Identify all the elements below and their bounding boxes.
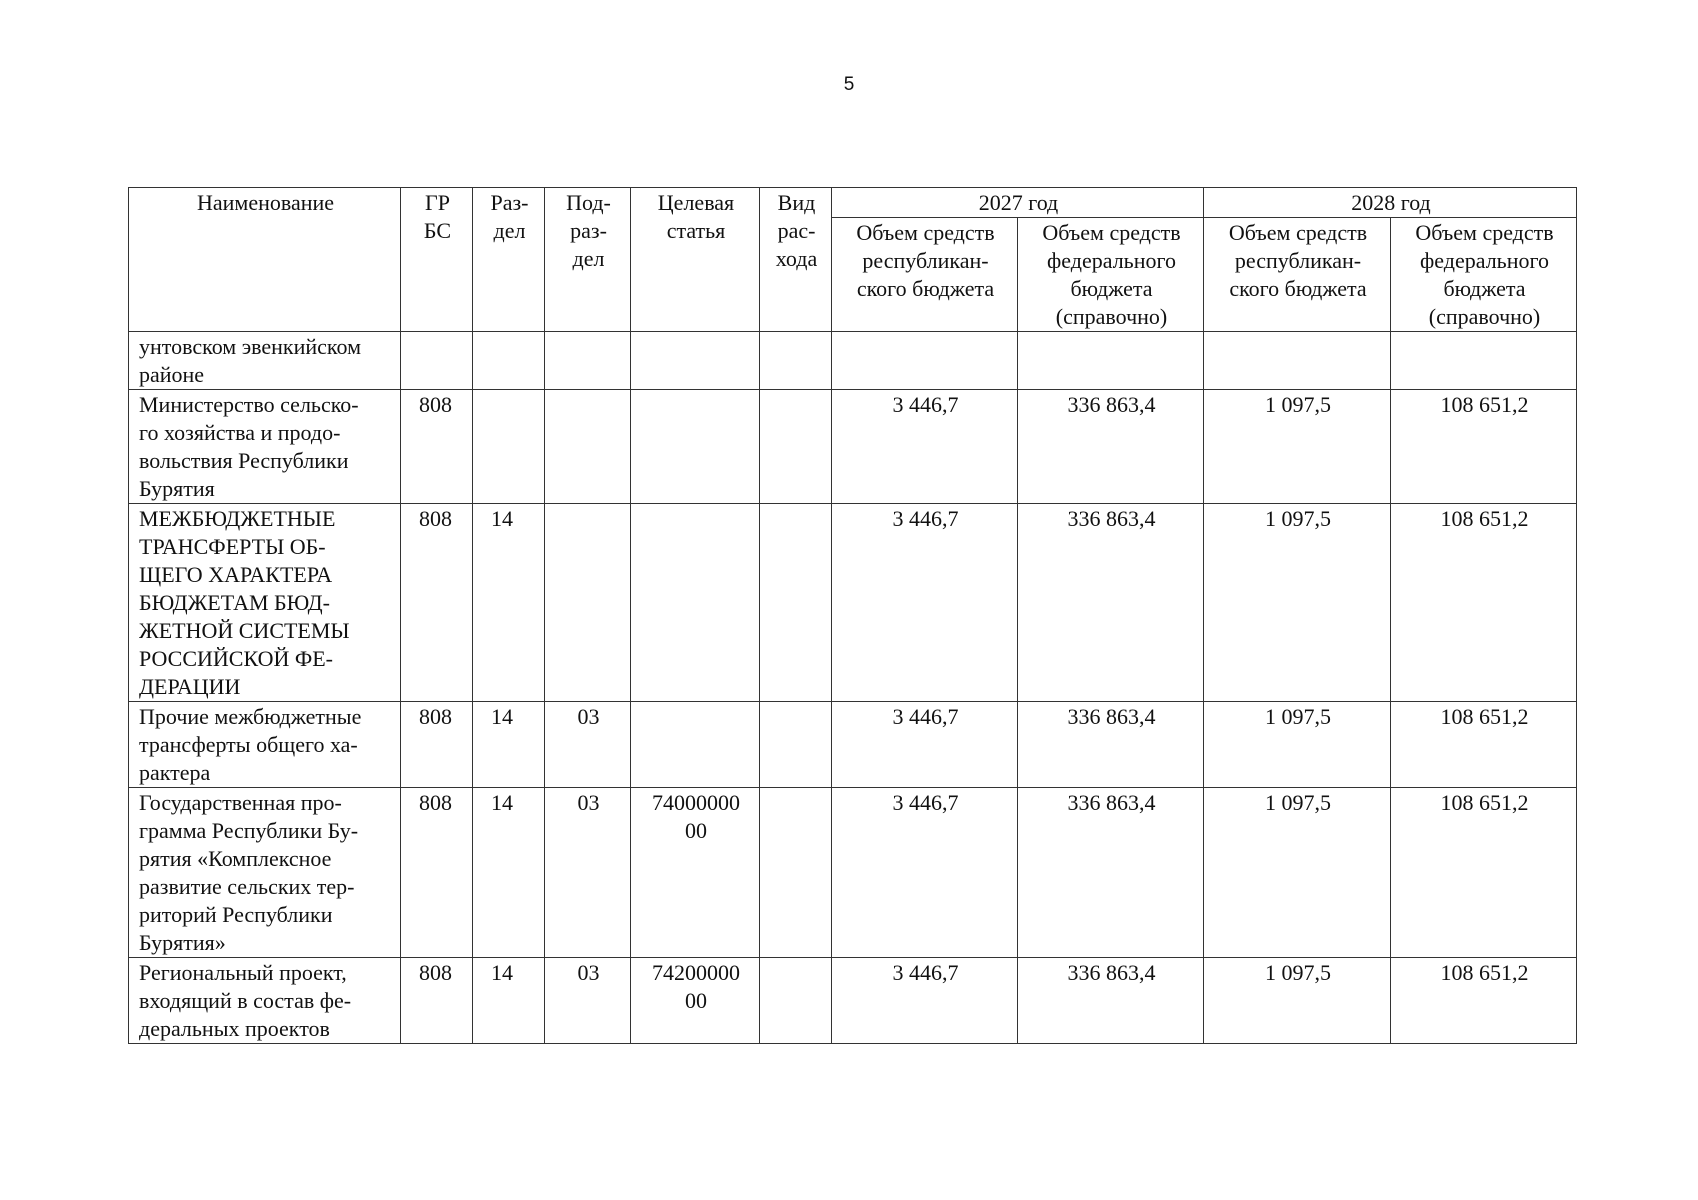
row-subsection — [545, 332, 631, 390]
table-row — [129, 504, 1577, 702]
row-rep-2027 — [832, 332, 1018, 390]
row-grbs: 808 — [401, 390, 473, 504]
row-expense-type — [760, 504, 832, 702]
row-subsection: 03 — [545, 958, 631, 1044]
row-fed-2027 — [1018, 332, 1204, 390]
row-name: унтовском эвенкийском районе — [129, 332, 401, 390]
row-section: 14 — [473, 504, 545, 702]
row-fed-2028: 108 651,2 — [1391, 702, 1577, 788]
row-section — [473, 390, 545, 504]
header-rep-budget-2027: Объем средств республикан- ского бюджета — [832, 218, 1018, 332]
row-subsection — [545, 390, 631, 504]
table-row — [129, 390, 1577, 504]
row-rep-2027: 3 446,7 — [832, 390, 1018, 504]
row-fed-2027: 336 863,4 — [1018, 958, 1204, 1044]
row-grbs: 808 — [401, 958, 473, 1044]
row-rep-2028: 1 097,5 — [1204, 702, 1391, 788]
row-name: Государственная про- грамма Республики Бу- рятия «Комплексное развитие сельских тер- риторий Республики Бурятия» — [129, 788, 401, 958]
row-section: 14 — [473, 958, 545, 1044]
row-grbs — [401, 332, 473, 390]
row-fed-2028: 108 651,2 — [1391, 390, 1577, 504]
row-rep-2028: 1 097,5 — [1204, 958, 1391, 1044]
row-expense-type — [760, 702, 832, 788]
row-fed-2028: 108 651,2 — [1391, 788, 1577, 958]
row-target — [631, 390, 760, 504]
table-row — [129, 702, 1577, 788]
row-section — [473, 332, 545, 390]
row-fed-2028 — [1391, 332, 1577, 390]
row-rep-2027: 3 446,7 — [832, 788, 1018, 958]
row-fed-2028: 108 651,2 — [1391, 504, 1577, 702]
row-name: Прочие межбюджетные трансферты общего ха- рактера — [129, 702, 401, 788]
row-rep-2027: 3 446,7 — [832, 702, 1018, 788]
row-fed-2027: 336 863,4 — [1018, 702, 1204, 788]
row-subsection: 03 — [545, 788, 631, 958]
row-rep-2028: 1 097,5 — [1204, 788, 1391, 958]
header-name: Наименование — [129, 188, 401, 332]
row-name: Министерство сельско- го хозяйства и продо- вольствия Республики Бурятия — [129, 390, 401, 504]
row-rep-2027: 3 446,7 — [832, 504, 1018, 702]
header-section: Раз- дел — [473, 188, 545, 332]
row-target: 74000000 00 — [631, 788, 760, 958]
table-header — [129, 188, 1577, 332]
table-row — [129, 958, 1577, 1044]
header-year-2028: 2028 год — [1204, 188, 1577, 218]
header-expense-type: Вид рас- хода — [760, 188, 832, 332]
row-fed-2027: 336 863,4 — [1018, 390, 1204, 504]
row-target — [631, 332, 760, 390]
row-rep-2028: 1 097,5 — [1204, 390, 1391, 504]
row-fed-2028: 108 651,2 — [1391, 958, 1577, 1044]
row-subsection: 03 — [545, 702, 631, 788]
row-rep-2028 — [1204, 332, 1391, 390]
row-expense-type — [760, 390, 832, 504]
header-fed-budget-2027: Объем средств федерального бюджета (справочно) — [1018, 218, 1204, 332]
row-expense-type — [760, 958, 832, 1044]
header-fed-budget-2028: Объем средств федерального бюджета (справочно) — [1391, 218, 1577, 332]
header-grbs: ГР БС — [401, 188, 473, 332]
row-expense-type — [760, 788, 832, 958]
header-rep-budget-2028: Объем средств республикан- ского бюджета — [1204, 218, 1391, 332]
row-section: 14 — [473, 788, 545, 958]
row-target: 74200000 00 — [631, 958, 760, 1044]
row-grbs: 808 — [401, 504, 473, 702]
table-row — [129, 788, 1577, 958]
row-name: Региональный проект, входящий в состав фе- деральных проектов — [129, 958, 401, 1044]
row-grbs: 808 — [401, 788, 473, 958]
row-target — [631, 504, 760, 702]
row-grbs: 808 — [401, 702, 473, 788]
row-fed-2027: 336 863,4 — [1018, 504, 1204, 702]
row-rep-2028: 1 097,5 — [1204, 504, 1391, 702]
budget-table — [128, 187, 1577, 1044]
header-year-2027: 2027 год — [832, 188, 1204, 218]
row-target — [631, 702, 760, 788]
row-rep-2027: 3 446,7 — [832, 958, 1018, 1044]
row-subsection — [545, 504, 631, 702]
row-fed-2027: 336 863,4 — [1018, 788, 1204, 958]
header-target: Целевая статья — [631, 188, 760, 332]
row-name: МЕЖБЮДЖЕТНЫЕ ТРАНСФЕРТЫ ОБ- ЩЕГО ХАРАКТЕРА БЮДЖЕТАМ БЮД- ЖЕТНОЙ СИСТЕМЫ РОССИЙСКОЙ ФЕ- ДЕРАЦИИ — [129, 504, 401, 702]
row-section: 14 — [473, 702, 545, 788]
row-expense-type — [760, 332, 832, 390]
page-number: 5 — [843, 74, 855, 95]
header-subsection: Под- раз- дел — [545, 188, 631, 332]
table-row — [129, 332, 1577, 390]
table-body — [129, 332, 1577, 1044]
